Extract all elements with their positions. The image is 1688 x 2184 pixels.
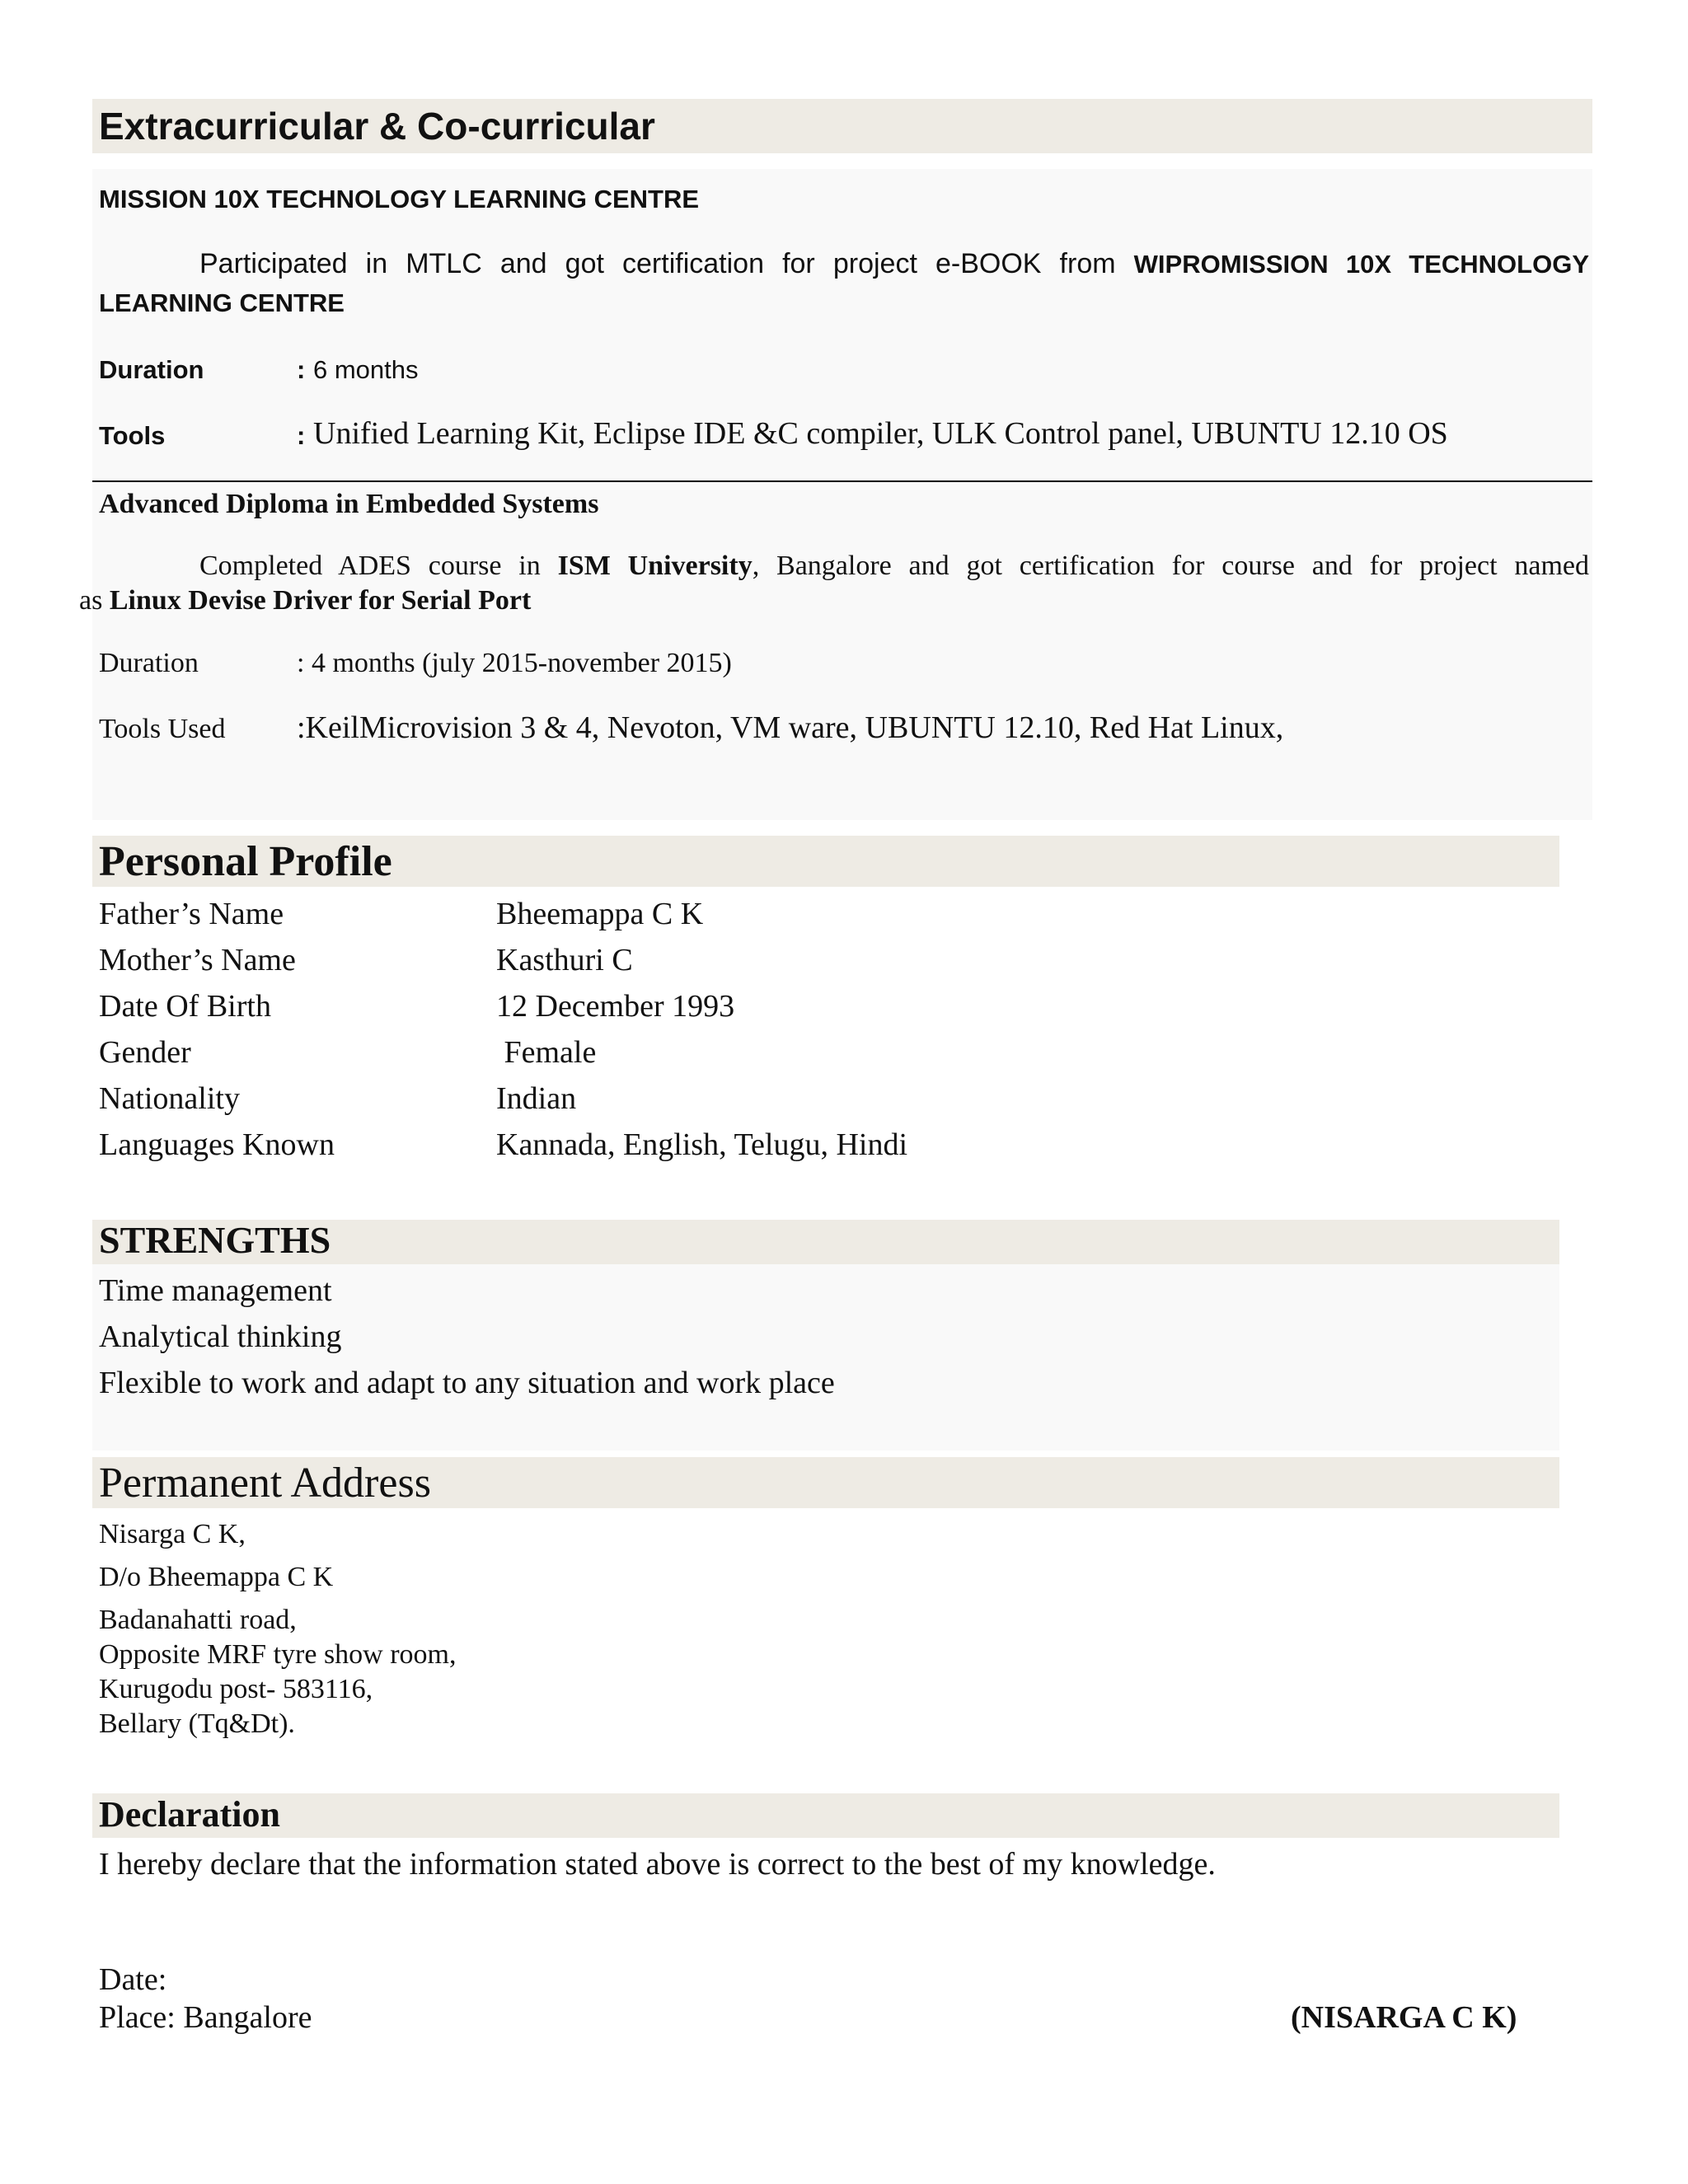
ades-university: ISM University: [557, 551, 753, 581]
ades-duration-label: Duration: [99, 648, 199, 678]
mtlc-tools-value: Unified Learning Kit, Eclipse IDE &C compiler, ULK Control panel, UBUNTU 12.10 OS: [313, 416, 1448, 451]
address-line: Bellary (Tq&Dt).: [99, 1708, 295, 1739]
declaration-place: Place: Bangalore: [99, 2000, 312, 2035]
mtlc-tools-label: Tools: [99, 421, 166, 450]
address-line: Opposite MRF tyre show room,: [99, 1639, 457, 1670]
mtlc-duration-label: Duration: [99, 355, 204, 384]
ades-description-line2: [79, 585, 531, 616]
mtlc-duration-value: 6 months: [313, 355, 419, 384]
profile-label-father: Father’s Name: [99, 897, 284, 931]
declaration-heading-band: [92, 1793, 1559, 1838]
ades-text-a: Completed ADES course in: [199, 551, 558, 581]
ades-project-name: Linux Devise Driver for Serial Port: [109, 585, 532, 616]
address-heading: Permanent Address: [99, 1460, 431, 1507]
mtlc-tools-sep: :: [297, 421, 306, 450]
profile-label-nationality: Nationality: [99, 1081, 240, 1116]
profile-label-dob: Date Of Birth: [99, 989, 271, 1024]
profile-label-mother: Mother’s Name: [99, 943, 296, 977]
address-line: D/o Bheemappa C K: [99, 1562, 334, 1592]
signature-name: (NISARGA C K): [1291, 2000, 1517, 2035]
strengths-heading: STRENGTHS: [99, 1219, 331, 1261]
ades-text-as: as: [79, 585, 110, 616]
strength-item: Analytical thinking: [99, 1319, 342, 1354]
profile-label-languages: Languages Known: [99, 1127, 335, 1162]
ades-text-c: , Bangalore and got certification for course and for project named: [752, 551, 1589, 581]
strength-item: Flexible to work and adapt to any situation and work place: [99, 1366, 835, 1400]
strength-item: Time management: [99, 1273, 332, 1308]
ades-title: Advanced Diploma in Embedded Systems: [99, 489, 599, 519]
address-line: Kurugodu post- 583116,: [99, 1674, 373, 1704]
address-line: Badanahatti road,: [99, 1605, 297, 1635]
ades-tools-value: :KeilMicrovision 3 & 4, Nevoton, VM ware, UBUNTU 12.10, Red Hat Linux,: [297, 710, 1284, 745]
personal-profile-heading: Personal Profile: [99, 838, 392, 885]
declaration-text: I hereby declare that the information stated above is correct to the best of my knowledge.: [99, 1847, 1216, 1882]
extracurricular-heading: Extracurricular & Co-curricular: [99, 105, 655, 148]
mtlc-description-text: Participated in MTLC and got certification for project e-BOOK from: [199, 248, 1134, 279]
mtlc-description-bold: WIPROMISSION 10X TECHNOLOGY: [1133, 250, 1590, 279]
ades-description-line1: [99, 551, 1589, 582]
mtlc-description-line1: [99, 248, 1589, 280]
address-line: Nisarga C K,: [99, 1519, 246, 1549]
mtlc-description-line2: LEARNING CENTRE: [99, 288, 345, 317]
profile-value-languages: Kannada, English, Telugu, Hindi: [496, 1127, 908, 1162]
profile-value-nationality: Indian: [496, 1081, 577, 1116]
profile-value-mother: Kasthuri C: [496, 943, 633, 977]
mtlc-duration-sep: :: [297, 355, 306, 384]
ades-tools-label: Tools Used: [99, 714, 226, 744]
mtlc-title: MISSION 10X TECHNOLOGY LEARNING CENTRE: [99, 185, 700, 213]
declaration-date: Date:: [99, 1962, 167, 1997]
ades-duration-value: : 4 months (july 2015-november 2015): [297, 648, 732, 678]
profile-value-dob: 12 December 1993: [496, 989, 735, 1024]
profile-label-gender: Gender: [99, 1035, 191, 1070]
section-divider: [92, 480, 1592, 482]
profile-value-father: Bheemappa C K: [496, 897, 704, 931]
profile-value-gender: Female: [496, 1035, 597, 1070]
declaration-heading: Declaration: [99, 1794, 280, 1835]
